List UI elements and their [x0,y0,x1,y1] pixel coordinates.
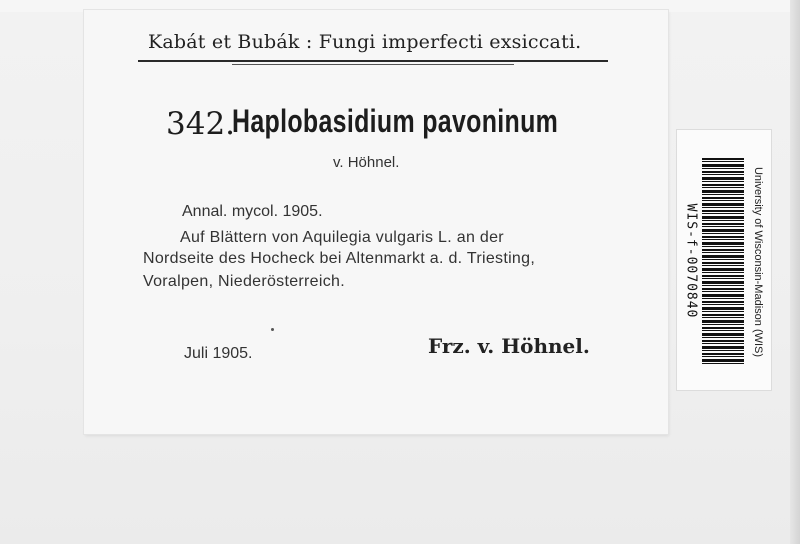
publication-reference: Annal. mycol. 1905. [182,203,323,220]
exsiccata-number: 342. [166,106,236,142]
collection-date: Juli 1905. [184,345,253,362]
specimen-label [84,10,668,434]
locality-line: Voralpen, Niederösterreich. [143,273,345,290]
series-underline-short [232,64,514,65]
sheet-right-edge [790,0,800,544]
ink-speck [271,328,274,331]
locality-line: Auf Blättern von Aquilegia vulgaris L. an der [180,229,504,246]
species-author: v. Höhnel. [333,154,400,171]
series-underline [138,60,608,62]
barcode-image [702,158,744,364]
collector-name: Frz. v. Höhnel. [428,334,590,358]
institution-name: University of Wisconsin-Madison (WIS) [752,166,764,358]
catalog-number: WIS-f-0070840 [683,203,699,319]
species-name: Haplobasidium pavoninum [232,103,559,139]
locality-line: Nordseite des Hocheck bei Altenmarkt a. d. Triesting, [143,250,536,267]
series-title: Kabát et Bubák : Fungi imperfecti exsiccati. [148,31,582,53]
